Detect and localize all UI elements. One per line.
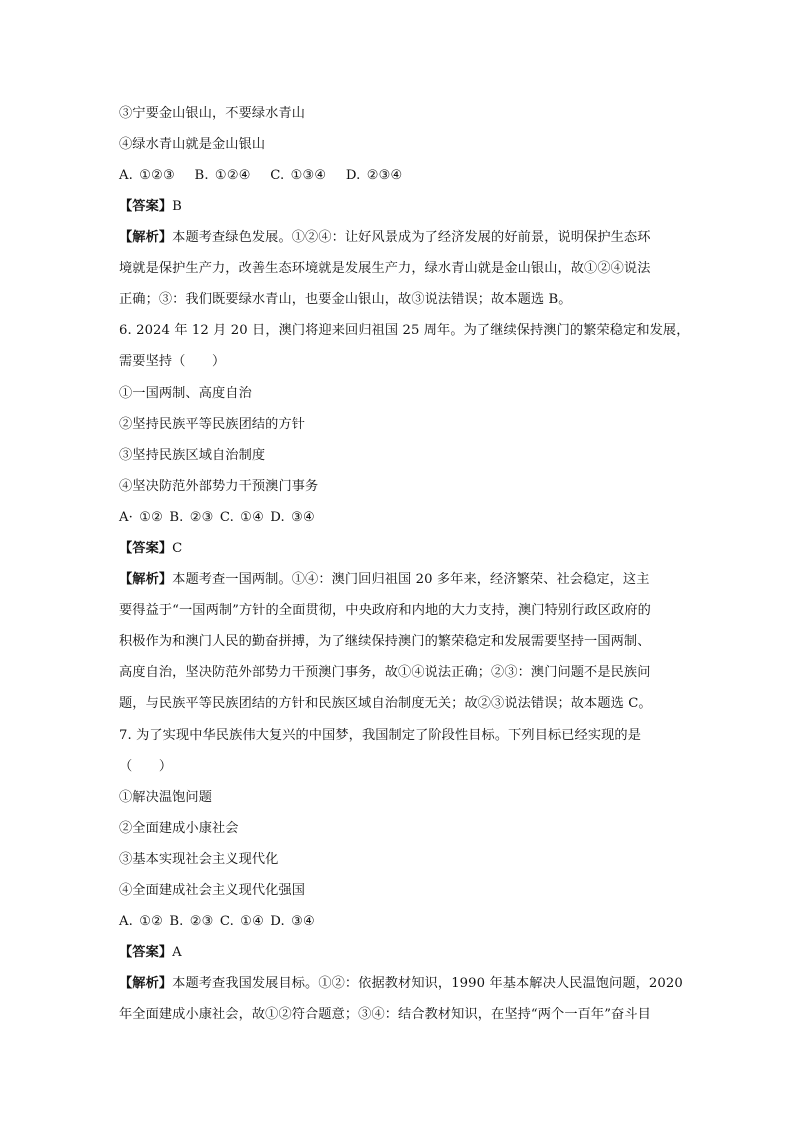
text: ②全面建成小康社会	[119, 821, 239, 836]
question-7-cont	[119, 758, 679, 775]
text: 本题考查绿色发展。①②④：让好风景成为了经济发展的好前景，说明保护生态环	[172, 230, 651, 245]
analysis-line	[119, 975, 683, 992]
text: 境就是保护生产力，改善生态环境就是发展生产力，绿水青山就是金山银山，故①②④说法	[119, 261, 651, 276]
option-line-3	[119, 105, 679, 122]
text: ①一国两制、高度自治	[119, 386, 252, 401]
text: A. ①② B. ②③ C. ①④ D. ③④	[119, 914, 315, 929]
text: 本题考查我国发展目标。①②：依据教材知识，1990 年基本解决人民温饱问题，2020	[172, 976, 683, 991]
option-line-3	[119, 851, 679, 868]
analysis-cont-line	[119, 633, 679, 650]
text: 年全面建成小康社会，故①②符合题意；③④：结合教材知识，在坚持“两个一百年”奋斗目	[119, 1007, 651, 1022]
analysis-cont-line	[119, 1006, 679, 1023]
answer-line	[119, 198, 679, 215]
analysis-label: 【解析】	[119, 230, 173, 245]
text: 正确；③：我们既要绿水青山，也要金山银山，故③说法错误；故本题选 B。	[119, 292, 572, 307]
analysis-cont-line	[119, 602, 679, 619]
option-line-4	[119, 882, 679, 899]
text: 6. 2024 年 12 月 20 日，澳门将迎来回归祖国 25 周年。为了继续保持澳门的繁荣稳定和发展，	[119, 323, 690, 338]
text: ④绿水青山就是金山银山	[119, 137, 266, 152]
text: 本题考查一国两制。①④：澳门回归祖国 20 多年来，经济繁荣、社会稳定，这主	[172, 572, 650, 587]
text: ④全面建成社会主义现代化强国	[119, 883, 306, 898]
option-line-1	[119, 385, 679, 402]
analysis-label: 【解析】	[119, 572, 173, 587]
analysis-cont-line	[119, 695, 679, 712]
answer-line	[119, 944, 679, 961]
text: A· ①② B. ②③ C. ①④ D. ③④	[119, 510, 315, 525]
text: 7. 为了实现中华民族伟大复兴的中国梦，我国制定了阶段性目标。下列目标已经实现的是	[119, 728, 641, 743]
option-line-3	[119, 447, 679, 464]
analysis-line	[119, 229, 679, 246]
text: ④坚决防范外部势力干预澳门事务	[119, 479, 319, 494]
text: ③宁要金山银山，不要绿水青山	[119, 106, 306, 121]
question-6	[119, 322, 690, 339]
text: 高度自治，坚决防范外部势力干预澳门事务，故①④说法正确；②③：澳门问题不是民族问	[119, 665, 651, 680]
question-6-cont	[119, 353, 679, 370]
answer-label: 【答案】	[119, 199, 173, 214]
question-7	[119, 727, 679, 744]
answer-value: C	[172, 541, 183, 556]
analysis-label: 【解析】	[119, 976, 173, 991]
analysis-cont-line	[119, 664, 679, 681]
text: ③基本实现社会主义现代化	[119, 852, 279, 867]
choices-line	[119, 509, 679, 526]
analysis-cont-line	[119, 260, 679, 277]
text: 需要坚持（ ）	[119, 354, 226, 369]
analysis-line	[119, 571, 679, 588]
text: ②坚持民族平等民族团结的方针	[119, 417, 306, 432]
option-line-2	[119, 416, 679, 433]
choices-line	[119, 913, 679, 930]
text: A. ①②③ B. ①②④ C. ①③④ D. ②③④	[119, 168, 403, 183]
answer-line	[119, 540, 679, 557]
option-line-2	[119, 820, 679, 837]
option-line-4	[119, 478, 679, 495]
option-line-1	[119, 789, 679, 806]
text: 题，与民族平等民族团结的方针和民族区域自治制度无关；故②③说法错误；故本题选 C。	[119, 696, 652, 711]
answer-label: 【答案】	[119, 945, 173, 960]
choices-line	[119, 167, 679, 184]
answer-value: B	[172, 199, 182, 214]
text: ③坚持民族区域自治制度	[119, 448, 266, 463]
text: 要得益于“一国两制”方针的全面贯彻，中央政府和内地的大力支持，澳门特别行政区政府的	[119, 603, 651, 618]
analysis-cont-line	[119, 291, 679, 308]
text: 积极作为和澳门人民的勤奋拼搏，为了继续保持澳门的繁荣稳定和发展需要坚持一国两制、	[119, 634, 651, 649]
option-line-4	[119, 136, 679, 153]
text: ①解决温饱问题	[119, 790, 213, 805]
text: （ ）	[119, 759, 173, 774]
answer-label: 【答案】	[119, 541, 173, 556]
answer-value: A	[172, 945, 182, 960]
